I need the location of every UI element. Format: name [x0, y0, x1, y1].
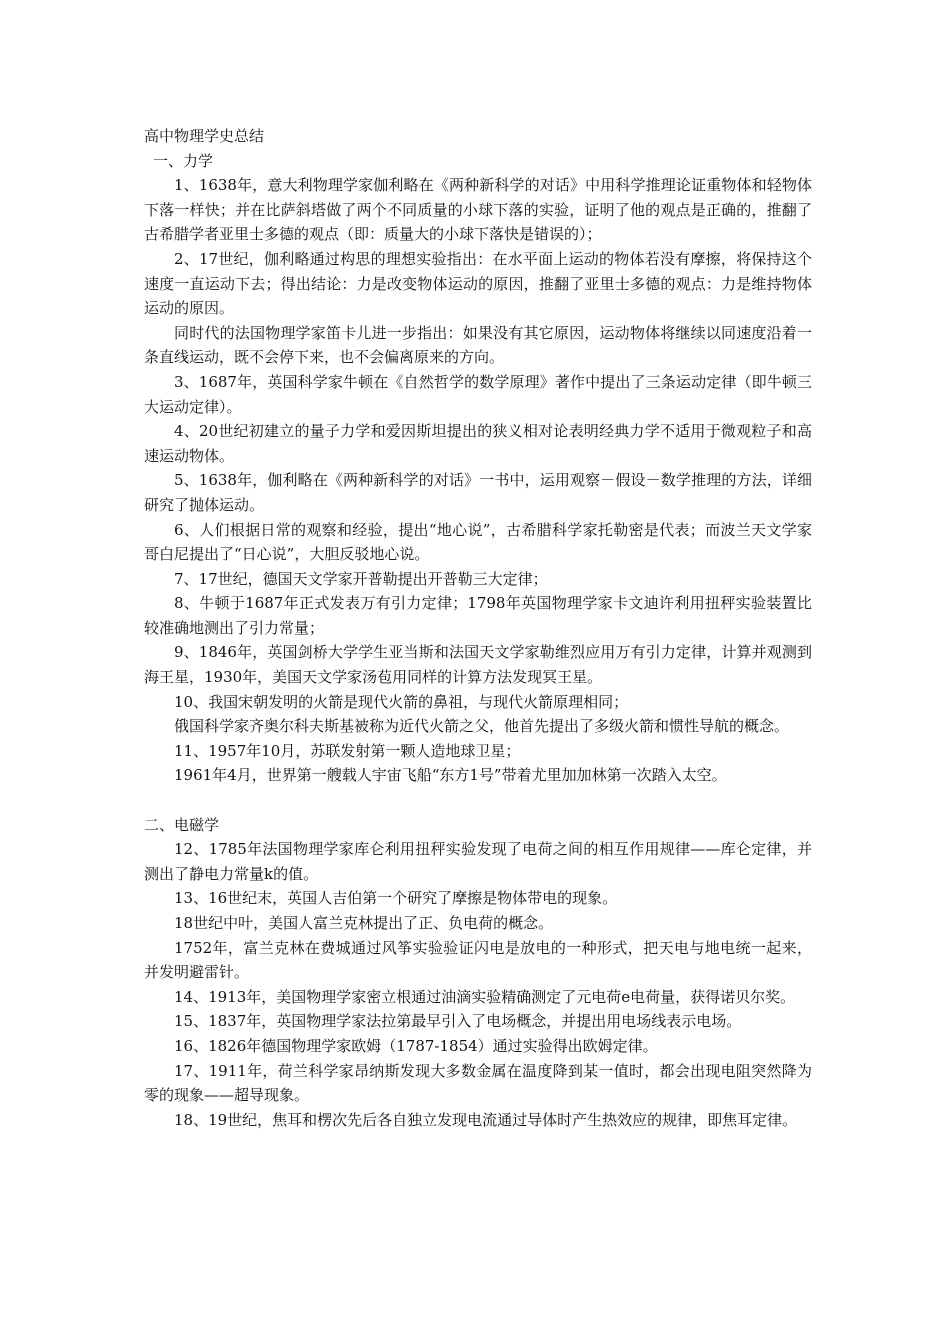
- paragraph: 15、1837年，英国物理学家法拉第最早引入了电场概念，并提出用电场线表示电场。: [174, 1012, 742, 1031]
- paragraph: 7、17世纪，德国天文学家开普勒提出开普勒三大定律；: [174, 569, 548, 588]
- paragraph: 俄国科学家齐奥尔科夫斯基被称为近代火箭之父，他首先提出了多级火箭和惯性导航的概念。: [174, 717, 790, 736]
- paragraph: 2、17世纪，伽利略通过构思的理想实验指出：在水平面上运动的物体若没有摩擦，将保持这个速度一直运动下去；得出结论：力是改变物体运动的原因，推翻了亚里士多德的观点：力是维持物体运动的原因。: [144, 249, 812, 318]
- paragraph: 10、我国宋朝发明的火箭是现代火箭的鼻祖，与现代火箭原理相同；: [174, 692, 629, 711]
- paragraph: 同时代的法国物理学家笛卡儿进一步指出：如果没有其它原因，运动物体将继续以同速度沿着一条直线运动，既不会停下来，也不会偏离原来的方向。: [144, 323, 812, 367]
- paragraph: 18、19世纪，焦耳和楞次先后各自独立发现电流通过导体时产生热效应的规律，即焦耳定律。: [174, 1110, 798, 1129]
- paragraph: 18世纪中叶，美国人富兰克林提出了正、负电荷的概念。: [174, 914, 554, 932]
- paragraph: 1961年4月，世界第一艘载人宇宙飞船“东方1号”带着尤里加加林第一次踏入太空。: [174, 766, 727, 785]
- paragraph: 3、1687年，英国科学家牛顿在《自然哲学的数学原理》著作中提出了三条运动定律（即牛顿三大运动定律）。: [144, 372, 812, 416]
- paragraph: 9、1846年，英国剑桥大学学生亚当斯和法国天文学家勒维烈应用万有引力定律，计算并观测到海王星，1930年，美国天文学家汤苞用同样的计算方法发现冥王星。: [144, 643, 812, 687]
- document-title: 高中物理学史总结: [144, 127, 265, 145]
- blank-line: [144, 788, 812, 813]
- paragraph: 6、人们根据日常的观察和经验，提出“地心说”，古希腊科学家托勒密是代表；而波兰天文学家哥白尼提出了“日心说”，大胆反驳地心说。: [144, 520, 812, 564]
- paragraph: 17、1911年，荷兰科学家昂纳斯发现大多数金属在温度降到某一值时，都会出现电阻突然降为零的现象——超导现象。: [144, 1061, 812, 1105]
- paragraph: 8、牛顿于1687年正式发表万有引力定律；1798年英国物理学家卡文迪许利用扭秤实验装置比较准确地测出了引力常量；: [144, 594, 812, 637]
- paragraph: 13、16世纪末，英国人吉伯第一个研究了摩擦是物体带电的现象。: [174, 889, 618, 908]
- section-heading-mechanics: 一、力学: [153, 151, 214, 170]
- paragraph: 4、20世纪初建立的量子力学和爱因斯坦提出的狭义相对论表明经典力学不适用于微观粒子和高速运动物体。: [144, 422, 812, 465]
- paragraph: 5、1638年，伽利略在《两种新科学的对话》一书中，运用观察－假设－数学推理的方法，详细研究了抛体运动。: [144, 471, 812, 514]
- paragraph: 12、1785年法国物理学家库仑利用扭秤实验发现了电荷之间的相互作用规律——库仑定律，并测出了静电力常量k的值。: [144, 840, 812, 883]
- paragraph: 11、1957年10月，苏联发射第一颗人造地球卫星；: [174, 741, 521, 760]
- paragraph: 16、1826年德国物理学家欧姆（1787-1854）通过实验得出欧姆定律。: [174, 1036, 658, 1055]
- section-heading-electromagnetism: 二、电磁学: [144, 815, 220, 834]
- paragraph: 14、1913年，美国物理学家密立根通过油滴实验精确测定了元电荷e电荷量，获得诺贝尔奖。: [174, 987, 796, 1006]
- paragraph: 1、1638年，意大利物理学家伽利略在《两种新科学的对话》中用科学推理论证重物体和轻物体下落一样快；并在比萨斜塔做了两个不同质量的小球下落的实验，证明了他的观点是正确的，推翻了古希腊学者亚里士多德的观点（即：质量大的小球下落快是错误的）；: [144, 176, 812, 244]
- paragraph: 1752年，富兰克林在费城通过风筝实验验证闪电是放电的一种形式，把天电与地电统一起来，并发明避雷针。: [144, 938, 812, 982]
- document-body: [144, 124, 812, 1132]
